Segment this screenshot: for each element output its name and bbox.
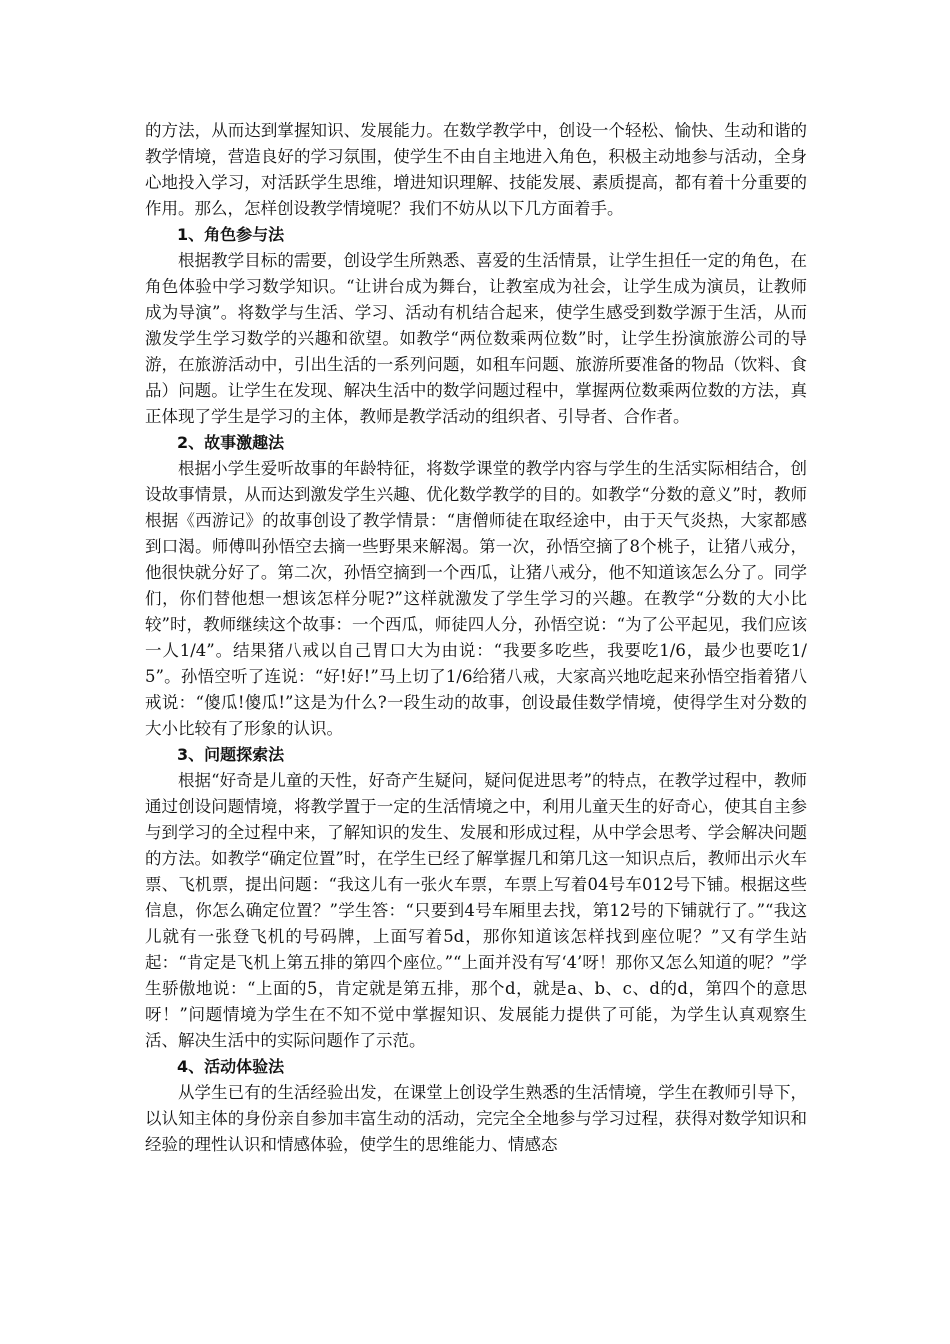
section-heading-activity-experience: 4、活动体验法 [177,1057,285,1076]
section-body-activity-experience: 从学生已有的生活经验出发，在课堂上创设学生熟悉的生活情境，学生在教师引导下，以认知主体的身份亲自参加丰富生动的活动，完完全全地参与学习过程，获得对数学知识和经验的理性认识和情感体验，使学生的思维能力、情感态 [145,1083,807,1154]
section-body-role-play: 根据教学目标的需要，创设学生所熟悉、喜爱的生活情景，让学生担任一定的角色，在角色体验中学习数学知识。“让讲台成为舞台，让教室成为社会，让学生成为演员，让教师成为导演”。将数学与生活、学习、活动有机结合起来，使学生感受到数学源于生活，从而激发学生学习数学的兴趣和欲望。如教学“两位数乘两位数”时，让学生扮演旅游公司的导游，在旅游活动中，引出生活的一系列问题，如租车问题、旅游所要准备的物品（饮料、食品）问题。让学生在发现、解决生活中的数学问题过程中，掌握两位数乘两位数的方法，真正体现了学生是学习的主体，教师是教学活动的组织者、引导者、合作者。 [145,251,807,426]
section-heading-story: 2、故事激趣法 [177,433,285,452]
document-page [145,118,807,1158]
section-body-problem-exploration: 根据“好奇是儿童的天性，好奇产生疑问，疑问促进思考”的特点，在教学过程中，教师通过创设问题情境，将教学置于一定的生活情境之中，利用儿童天生的好奇心，使其自主参与到学习的全过程中来，了解知识的发生、发展和形成过程，从中学会思考、学会解决问题的方法。如教学“确定位置”时，在学生已经了解掌握几和第几这一知识点后，教师出示火车票、飞机票，提出问题：“我这儿有一张火车票，车票上写着04号车012号下铺。根据这些信息，你怎么确定位置？”学生答：“只要到4号车厢里去找，第12号的下铺就行了。”“我这儿就有一张登飞机的号码牌，上面写着5d，那你知道该怎样找到座位呢？”又有学生站起：“肯定是飞机上第五排的第四个座位。”“上面并没有写‘4’呀！那你又怎么知道的呢？”学生骄傲地说：“上面的5，肯定就是第五排，那个d，就是a、b、c、d的d，第四个的意思呀！”问题情境为学生在不知不觉中掌握知识、发展能力提供了可能，为学生认真观察生活、解决生活中的实际问题作了示范。 [145,771,807,1050]
intro-paragraph: 的方法，从而达到掌握知识、发展能力。在数学教学中，创设一个轻松、愉快、生动和谐的教学情境，营造良好的学习氛围，使学生不由自主地进入角色，积极主动地参与活动，全身心地投入学习，对活跃学生思维，增进知识理解、技能发展、素质提高，都有着十分重要的作用。那么，怎样创设教学情境呢？我们不妨从以下几方面着手。 [145,121,807,218]
section-heading-role-play: 1、角色参与法 [177,225,285,244]
section-heading-problem-exploration: 3、问题探索法 [177,745,285,764]
section-body-story: 根据小学生爱听故事的年龄特征，将数学课堂的教学内容与学生的生活实际相结合，创设故事情景，从而达到激发学生兴趣、优化数学教学的目的。如教学“分数的意义”时，教师根据《西游记》的故事创设了教学情景：“唐僧师徒在取经途中，由于天气炎热，大家都感到口渴。师傅叫孙悟空去摘一些野果来解渴。第一次，孙悟空摘了8个桃子，让猪八戒分，他很快就分好了。第二次，孙悟空摘到一个西瓜，让猪八戒分，他不知道该怎么分了。同学们，你们替他想一想该怎样分呢?”这样就激发了学生学习的兴趣。在教学“分数的大小比较”时，教师继续这个故事：一个西瓜，师徒四人分，孙悟空说：“为了公平起见，我们应该一人1/4”。结果猪八戒以自己胃口大为由说：“我要多吃些，我要吃1/6，最少也要吃1/5”。孙悟空听了连说：“好!好!”马上切了1/6给猪八戒，大家高兴地吃起来孙悟空指着猪八戒说：“傻瓜!傻瓜!”这是为什么?一段生动的故事，创设最佳数学情境，使得学生对分数的大小比较有了形象的认识。 [145,459,807,738]
